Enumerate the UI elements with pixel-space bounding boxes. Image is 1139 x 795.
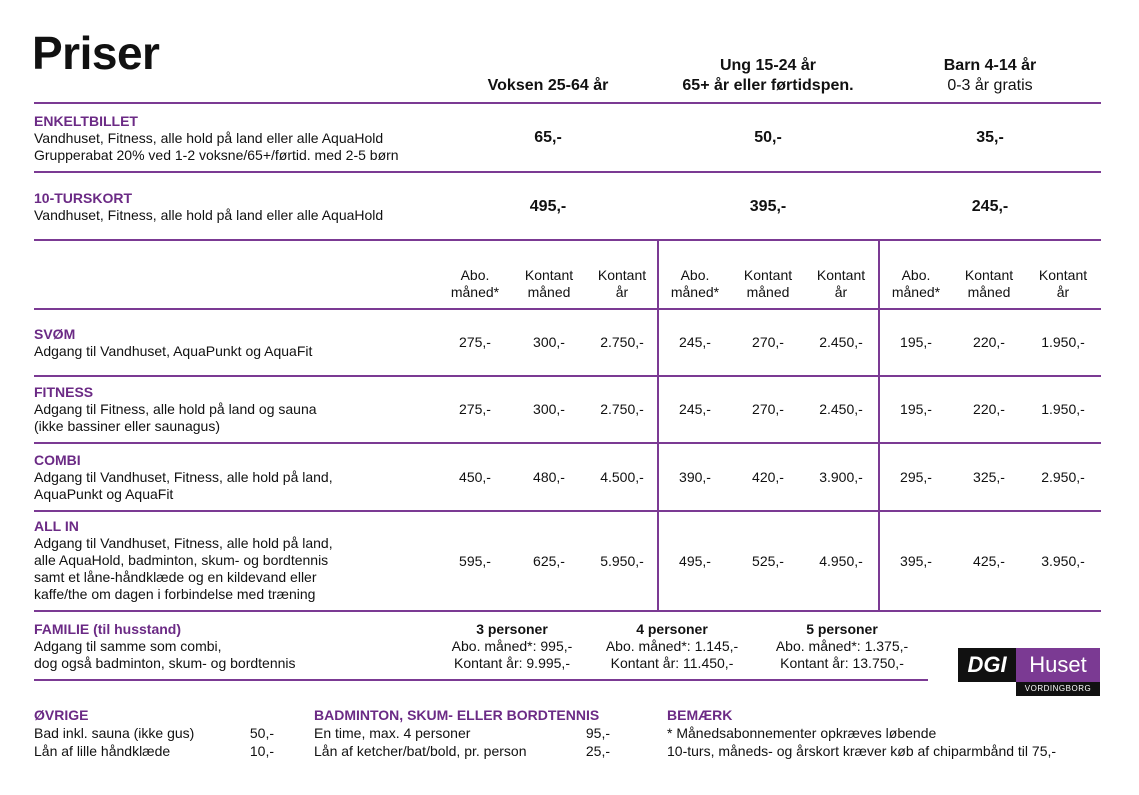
bemaerk-line: * Månedsabonnementer opkræves løbende bbox=[667, 725, 937, 741]
price-cell: 625,- bbox=[533, 553, 565, 569]
price-cell: 275,- bbox=[459, 401, 491, 417]
subheader-cell bbox=[803, 267, 879, 301]
page-title: Priser bbox=[32, 27, 160, 79]
price-cell: 325,- bbox=[973, 469, 1005, 485]
row-desc: AquaPunkt og AquaFit bbox=[34, 486, 174, 502]
row-desc: (ikke bassiner eller saunagus) bbox=[34, 418, 220, 434]
ovrige-item bbox=[34, 742, 274, 760]
row-name: FITNESS bbox=[34, 384, 94, 400]
price-cell: 300,- bbox=[533, 401, 565, 417]
row-desc: Adgang til Vandhuset, Fitness, alle hold på land, bbox=[34, 469, 333, 485]
price-cell: 295,- bbox=[900, 469, 932, 485]
subheader-line: år bbox=[1056, 284, 1070, 300]
divider bbox=[34, 610, 1101, 612]
price-cell: 220,- bbox=[973, 334, 1005, 350]
price-cell: 195,- bbox=[900, 401, 932, 417]
ovrige-item-price: 10,- bbox=[249, 743, 274, 759]
price-cell: 2.750,- bbox=[600, 334, 644, 350]
subheader-line: Abo. bbox=[901, 267, 931, 283]
ovrige-item bbox=[34, 724, 274, 742]
subheader-line: Kontant bbox=[816, 267, 866, 283]
price-cell: 3.950,- bbox=[1041, 553, 1085, 569]
price-cell: 450,- bbox=[459, 469, 491, 485]
divider bbox=[34, 442, 1101, 444]
subheader-line: år bbox=[615, 284, 629, 300]
row-desc: kaffe/the om dagen i forbindelse med træning bbox=[34, 586, 316, 602]
column-voksen-line2: Voksen 25-64 år bbox=[487, 77, 609, 94]
ovrige-item-label: Bad inkl. sauna (ikke gus) bbox=[34, 725, 195, 741]
subheader-cell bbox=[437, 267, 513, 301]
price-cell: 480,- bbox=[533, 469, 565, 485]
column-header-ung bbox=[658, 56, 878, 96]
subheader-line: måned* bbox=[670, 284, 720, 300]
row-combi-label bbox=[34, 452, 333, 503]
subheader-line: måned bbox=[527, 284, 571, 300]
price-cell: 2.450,- bbox=[819, 401, 863, 417]
enkeltbillet-price-ung: 50,- bbox=[754, 129, 782, 146]
subheader-line: Kontant bbox=[524, 267, 574, 283]
row-desc: Adgang til Vandhuset, Fitness, alle hold på land, bbox=[34, 535, 333, 551]
turskort-name: 10-TURSKORT bbox=[34, 190, 133, 206]
column-ung-line2: 65+ år eller førtidspen. bbox=[682, 77, 854, 94]
vordingborg-logo-text: VORDINGBORG bbox=[1016, 682, 1100, 696]
familie-group-4 bbox=[592, 621, 752, 672]
price-cell: 5.950,- bbox=[600, 553, 644, 569]
subheader-line: Kontant bbox=[597, 267, 647, 283]
familie-section bbox=[34, 621, 296, 672]
enkeltbillet-name: ENKELTBILLET bbox=[34, 113, 138, 129]
enkeltbillet-desc: Grupperabat 20% ved 1-2 voksne/65+/førtid. med 2-5 børn bbox=[34, 147, 399, 163]
divider bbox=[34, 308, 1101, 310]
subheader-line: Kontant bbox=[1038, 267, 1088, 283]
enkeltbillet-section bbox=[34, 113, 399, 164]
price-cell: 2.450,- bbox=[819, 334, 863, 350]
subheader-cell bbox=[584, 267, 660, 301]
subheader-line: Kontant bbox=[964, 267, 1014, 283]
badminton-item bbox=[314, 724, 610, 742]
column-header-barn bbox=[900, 56, 1080, 96]
divider bbox=[34, 375, 1101, 377]
subheader-line: måned* bbox=[450, 284, 500, 300]
price-cell: 4.500,- bbox=[600, 469, 644, 485]
familie-group-kontant: Kontant år: 13.750,- bbox=[780, 655, 904, 671]
row-desc: alle AquaHold, badminton, skum- og bordtennis bbox=[34, 552, 329, 568]
price-cell: 275,- bbox=[459, 334, 491, 350]
price-cell: 220,- bbox=[973, 401, 1005, 417]
row-fitness-label bbox=[34, 384, 317, 435]
column-barn-line1: Barn 4-14 år bbox=[943, 57, 1037, 74]
subheader-line: Abo. bbox=[680, 267, 710, 283]
row-desc: Adgang til Vandhuset, AquaPunkt og AquaFit bbox=[34, 343, 313, 359]
ovrige-section bbox=[34, 706, 274, 760]
familie-group-5 bbox=[762, 621, 922, 672]
subheader-line: år bbox=[834, 284, 848, 300]
price-cell: 270,- bbox=[752, 334, 784, 350]
enkeltbillet-price-barn: 35,- bbox=[976, 129, 1004, 146]
divider bbox=[34, 171, 1101, 173]
badminton-item-label: Lån af ketcher/bat/bold, pr. person bbox=[314, 743, 527, 759]
price-cell: 270,- bbox=[752, 401, 784, 417]
subheader-cell bbox=[951, 267, 1027, 301]
bemaerk-section bbox=[667, 706, 1107, 760]
familie-group-abo: Abo. måned*: 1.375,- bbox=[775, 638, 909, 654]
row-desc: samt et låne-håndklæde og en kildevand eller bbox=[34, 569, 317, 585]
price-cell: 195,- bbox=[900, 334, 932, 350]
row-allin-label bbox=[34, 518, 333, 603]
column-voksen-line1 bbox=[468, 56, 628, 76]
subheader-line: måned bbox=[967, 284, 1011, 300]
subheader-cell bbox=[730, 267, 806, 301]
price-cell: 4.950,- bbox=[819, 553, 863, 569]
price-cell: 425,- bbox=[973, 553, 1005, 569]
column-barn-line2: 0-3 år gratis bbox=[947, 77, 1033, 94]
turskort-price-ung: 395,- bbox=[749, 198, 787, 215]
familie-group-kontant: Kontant år: 11.450,- bbox=[610, 655, 734, 671]
familie-group-abo: Abo. måned*: 995,- bbox=[451, 638, 573, 654]
familie-desc: Adgang til samme som combi, bbox=[34, 638, 222, 654]
divider bbox=[34, 239, 1101, 241]
ovrige-head: ØVRIGE bbox=[34, 707, 89, 723]
turskort-desc: Vandhuset, Fitness, alle hold på land eller alle AquaHold bbox=[34, 207, 384, 223]
familie-desc: dog også badminton, skum- og bordtennis bbox=[34, 655, 296, 671]
price-cell: 2.750,- bbox=[600, 401, 644, 417]
familie-group-head: 3 personer bbox=[476, 621, 548, 637]
ovrige-item-label: Lån af lille håndklæde bbox=[34, 743, 171, 759]
huset-logo: Huset bbox=[1016, 648, 1100, 682]
subheader-line: måned bbox=[746, 284, 790, 300]
familie-name: FAMILIE (til husstand) bbox=[34, 621, 181, 637]
familie-group-abo: Abo. måned*: 1.145,- bbox=[605, 638, 739, 654]
badminton-section bbox=[314, 706, 610, 760]
price-cell: 2.950,- bbox=[1041, 469, 1085, 485]
badminton-item-price: 25,- bbox=[585, 743, 610, 759]
subheader-cell bbox=[1025, 267, 1101, 301]
subheader-cell bbox=[657, 267, 733, 301]
price-cell: 245,- bbox=[679, 401, 711, 417]
row-name: SVØM bbox=[34, 326, 76, 342]
turskort-price-barn: 245,- bbox=[971, 198, 1009, 215]
subheader-line: måned* bbox=[891, 284, 941, 300]
badminton-item bbox=[314, 742, 610, 760]
divider bbox=[34, 102, 1101, 104]
divider bbox=[34, 510, 1101, 512]
familie-group-3 bbox=[432, 621, 592, 672]
price-cell: 525,- bbox=[752, 553, 784, 569]
badminton-head: BADMINTON, SKUM- ELLER BORDTENNIS bbox=[314, 707, 600, 723]
price-cell: 1.950,- bbox=[1041, 334, 1085, 350]
turskort-section bbox=[34, 190, 383, 224]
dgi-logo: DGI bbox=[958, 648, 1016, 682]
row-desc: Adgang til Fitness, alle hold på land og sauna bbox=[34, 401, 317, 417]
price-cell: 420,- bbox=[752, 469, 784, 485]
familie-group-head: 5 personer bbox=[806, 621, 878, 637]
bemaerk-line: 10-turs, måneds- og årskort kræver køb af chiparmbånd til 75,- bbox=[667, 743, 1057, 759]
price-cell: 3.900,- bbox=[819, 469, 863, 485]
row-name: ALL IN bbox=[34, 518, 79, 534]
price-cell: 390,- bbox=[679, 469, 711, 485]
enkeltbillet-price-voksen: 65,- bbox=[534, 129, 562, 146]
column-ung-line1: Ung 15-24 år bbox=[719, 57, 817, 74]
price-cell: 595,- bbox=[459, 553, 491, 569]
familie-group-head: 4 personer bbox=[636, 621, 708, 637]
column-header-voksen bbox=[468, 56, 628, 96]
row-svom-label bbox=[34, 326, 312, 360]
turskort-price-voksen: 495,- bbox=[529, 198, 567, 215]
subheader-line: Abo. bbox=[460, 267, 490, 283]
price-cell: 1.950,- bbox=[1041, 401, 1085, 417]
price-cell: 495,- bbox=[679, 553, 711, 569]
badminton-item-price: 95,- bbox=[585, 725, 610, 741]
price-cell: 245,- bbox=[679, 334, 711, 350]
price-cell: 395,- bbox=[900, 553, 932, 569]
bemaerk-head: BEMÆRK bbox=[667, 707, 733, 723]
badminton-item-label: En time, max. 4 personer bbox=[314, 725, 471, 741]
price-cell: 300,- bbox=[533, 334, 565, 350]
familie-group-kontant: Kontant år: 9.995,- bbox=[454, 655, 570, 671]
divider bbox=[34, 679, 928, 681]
subheader-line: Kontant bbox=[743, 267, 793, 283]
subheader-cell bbox=[878, 267, 954, 301]
ovrige-item-price: 50,- bbox=[249, 725, 274, 741]
enkeltbillet-desc: Vandhuset, Fitness, alle hold på land eller alle AquaHold bbox=[34, 130, 384, 146]
row-name: COMBI bbox=[34, 452, 81, 468]
subheader-cell bbox=[511, 267, 587, 301]
